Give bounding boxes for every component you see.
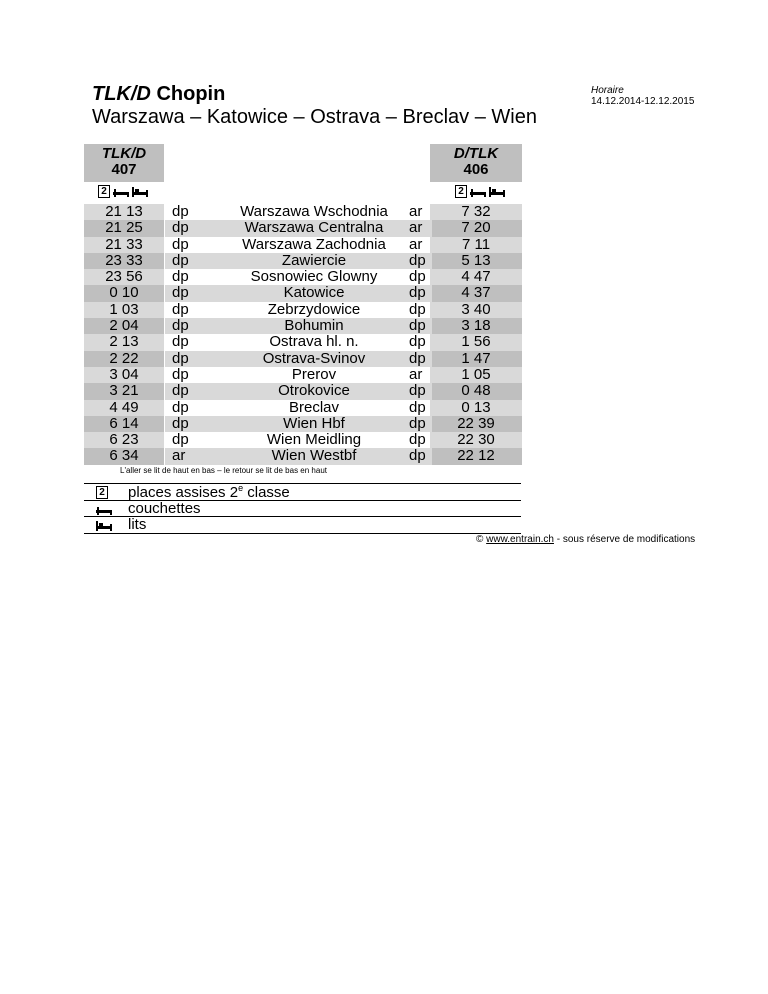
train-header-left xyxy=(84,144,164,182)
page-title xyxy=(92,83,225,106)
departure-time-outbound: 2 22 xyxy=(109,349,139,367)
arr-dep-outbound: dp xyxy=(172,235,189,253)
arr-dep-return: dp xyxy=(409,414,426,432)
sleeper-icon xyxy=(489,186,505,197)
train-left-name: TLK/D xyxy=(101,145,147,162)
legend-lits xyxy=(84,516,521,533)
arr-dep-return: dp xyxy=(409,349,426,367)
arr-dep-return: dp xyxy=(409,447,426,465)
arr-dep-outbound: dp xyxy=(172,333,189,351)
couchette-icon xyxy=(113,186,129,197)
station-name: Warszawa Centralna xyxy=(244,219,384,237)
couchette-icon xyxy=(470,186,486,197)
second-class-seat-icon: 2 xyxy=(96,486,108,499)
departure-time-outbound: 6 34 xyxy=(109,447,139,465)
departure-time-outbound: 21 13 xyxy=(105,203,143,220)
departure-time-outbound: 4 49 xyxy=(109,398,139,416)
departure-time-outbound: 1 03 xyxy=(109,300,139,318)
train-type: TLK/D xyxy=(92,83,151,105)
arr-dep-return: dp xyxy=(409,382,426,400)
departure-time-outbound: 6 14 xyxy=(109,414,139,432)
departure-time-return: 7 32 xyxy=(461,203,491,220)
reading-direction-note: L'aller se lit de haut en bas – le retour se lit de bas en haut xyxy=(120,466,327,475)
arr-dep-return: dp xyxy=(409,398,426,416)
departure-time-return: 3 40 xyxy=(461,300,491,318)
arr-dep-outbound: dp xyxy=(172,317,189,335)
train-name: Chopin xyxy=(156,83,226,105)
horaire-label: Horaire xyxy=(591,85,624,96)
legend-divider xyxy=(84,533,521,534)
arr-dep-return: ar xyxy=(409,203,423,220)
station-name: Warszawa Zachodnia xyxy=(242,235,386,253)
departure-time-return: 1 56 xyxy=(461,333,491,351)
entrain-link[interactable]: www.entrain.ch xyxy=(486,534,554,545)
station-name: Zebrzydowice xyxy=(267,300,361,318)
departure-time-outbound: 23 56 xyxy=(105,268,143,286)
departure-time-return: 22 30 xyxy=(457,431,495,449)
station-name: Zawiercie xyxy=(281,251,347,269)
departure-time-outbound: 3 04 xyxy=(109,365,139,383)
departure-time-outbound: 21 33 xyxy=(105,235,143,253)
legend-lits-label: lits xyxy=(128,516,147,533)
departure-time-return: 1 47 xyxy=(461,349,491,367)
station-name: Wien Westbf xyxy=(271,447,357,465)
departure-time-return: 7 20 xyxy=(461,219,491,237)
arr-dep-outbound: ar xyxy=(172,447,186,465)
departure-time-return: 5 13 xyxy=(461,251,491,269)
sleeper-icon xyxy=(96,520,112,531)
legend-couchettes-label: couchettes xyxy=(128,500,201,517)
arr-dep-outbound: dp xyxy=(172,365,189,383)
arr-dep-return: dp xyxy=(409,268,426,286)
arr-dep-return: ar xyxy=(409,235,423,253)
arr-dep-return: dp xyxy=(409,317,426,335)
legend-couchettes xyxy=(84,500,521,517)
route-title: Warszawa – Katowice – Ostrava – Breclav – Wien xyxy=(92,106,537,128)
second-class-seat-icon: 2 xyxy=(455,185,467,198)
arr-dep-outbound: dp xyxy=(172,382,189,400)
arr-dep-outbound: dp xyxy=(172,431,189,449)
train-right-name: D/TLK xyxy=(453,145,499,162)
arr-dep-return: dp xyxy=(409,251,426,269)
station-name: Breclav xyxy=(288,398,340,416)
validity-period: 14.12.2014-12.12.2015 xyxy=(591,96,695,107)
arr-dep-return: dp xyxy=(409,300,426,318)
station-name: Bohumin xyxy=(284,317,344,335)
train-header-right xyxy=(430,144,522,182)
departure-time-return: 7 11 xyxy=(461,235,491,253)
station-name: Wien Hbf xyxy=(283,414,345,432)
legend-seats-label: places assises 2e classe xyxy=(128,483,290,501)
departure-time-return: 0 13 xyxy=(461,398,491,416)
station-name: Otrokovice xyxy=(278,382,350,400)
arr-dep-outbound: dp xyxy=(172,268,189,286)
departure-time-outbound: 6 23 xyxy=(109,431,139,449)
sleeper-icon xyxy=(132,186,148,197)
departure-time-return: 22 39 xyxy=(457,414,495,432)
arr-dep-outbound: dp xyxy=(172,414,189,432)
departure-time-return: 4 37 xyxy=(461,284,491,302)
departure-time-outbound: 21 25 xyxy=(105,219,143,237)
arr-dep-outbound: dp xyxy=(172,300,189,318)
station-name: Ostrava hl. n. xyxy=(269,333,359,351)
arr-dep-return: dp xyxy=(409,431,426,449)
departure-time-return: 3 18 xyxy=(461,317,491,335)
arr-dep-outbound: dp xyxy=(172,251,189,269)
station-name: Sosnowiec Glowny xyxy=(250,268,378,286)
arr-dep-outbound: dp xyxy=(172,203,189,220)
arr-dep-outbound: dp xyxy=(172,219,189,237)
train-right-number: 406 xyxy=(463,161,489,178)
station-name: Katowice xyxy=(283,284,345,302)
departure-time-return: 22 12 xyxy=(457,447,495,465)
departure-time-return: 0 48 xyxy=(461,382,491,400)
train-right-amenities xyxy=(455,184,505,198)
arr-dep-outbound: dp xyxy=(172,284,189,302)
legend-seats xyxy=(84,483,521,500)
train-left-amenities xyxy=(98,184,148,198)
departure-time-return: 4 47 xyxy=(461,268,491,286)
arr-dep-return: dp xyxy=(409,333,426,351)
departure-time-return: 1 05 xyxy=(461,365,491,383)
couchette-icon xyxy=(96,504,112,515)
station-name: Prerov xyxy=(291,365,337,383)
departure-time-outbound: 2 04 xyxy=(109,317,139,335)
arr-dep-return: ar xyxy=(409,365,423,383)
station-name: Ostrava-Svinov xyxy=(262,349,366,367)
departure-time-outbound: 0 10 xyxy=(109,284,139,302)
station-name: Wien Meidling xyxy=(266,431,362,449)
arr-dep-return: ar xyxy=(409,219,423,237)
second-class-seat-icon: 2 xyxy=(98,185,110,198)
train-left-number: 407 xyxy=(111,161,137,178)
arr-dep-return: dp xyxy=(409,284,426,302)
departure-time-outbound: 3 21 xyxy=(109,382,139,400)
station-name: Warszawa Wschodnia xyxy=(240,203,388,220)
arr-dep-outbound: dp xyxy=(172,398,189,416)
arr-dep-outbound: dp xyxy=(172,349,189,367)
copyright-notice: © www.entrain.ch - sous réserve de modifications xyxy=(476,534,696,545)
departure-time-outbound: 23 33 xyxy=(105,251,143,269)
departure-time-outbound: 2 13 xyxy=(109,333,139,351)
